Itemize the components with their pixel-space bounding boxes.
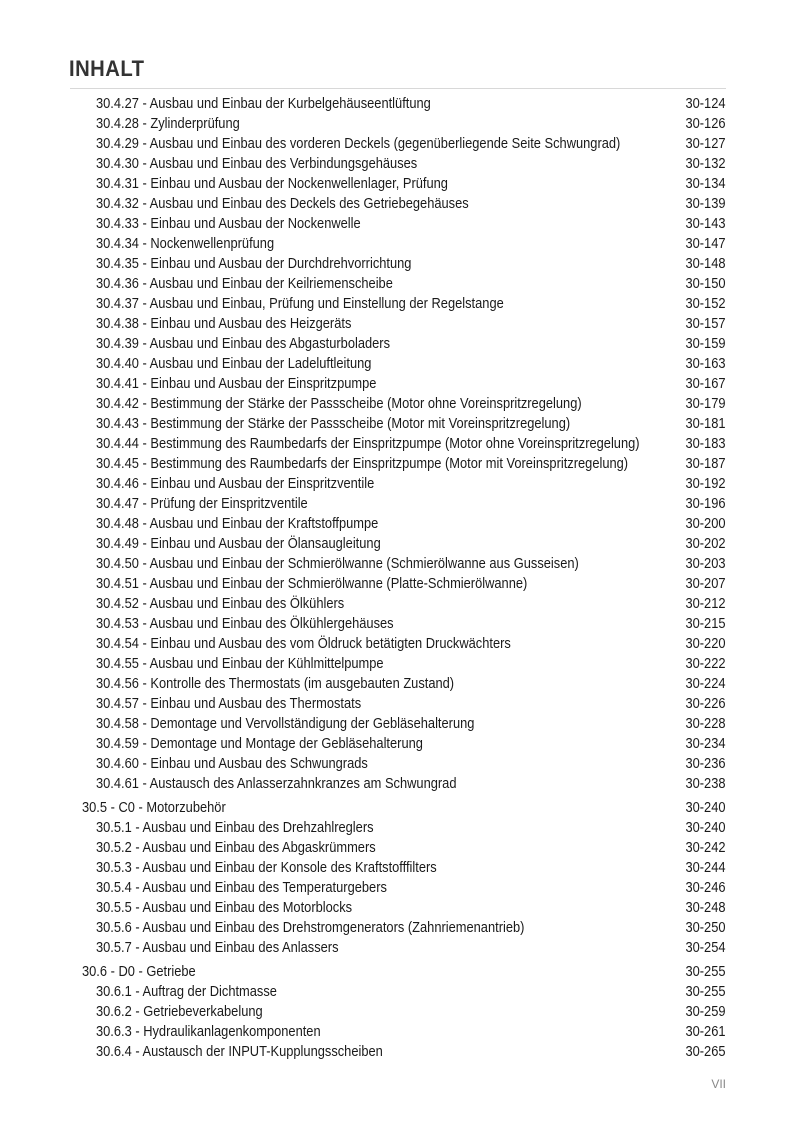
toc-entry[interactable] [0,614,794,634]
toc-entry-page: 30-200 [685,516,726,532]
toc-entry[interactable] [0,938,794,958]
toc-entry-page: 30-215 [685,616,726,632]
toc-entry-title: 30.5.4 - Ausbau und Einbau des Temperaturgebers [96,880,387,896]
toc-entry-title: 30.4.33 - Einbau und Ausbau der Nockenwelle [96,216,361,232]
toc-entry-page: 30-159 [685,336,726,352]
toc-entry-title: 30.4.58 - Demontage und Vervollständigung der Gebläsehalterung [96,716,475,732]
toc-entry-page: 30-150 [685,276,726,292]
toc-entry-title: 30.4.48 - Ausbau und Einbau der Kraftstoffpumpe [96,516,379,532]
toc-entry-title: 30.4.29 - Ausbau und Einbau des vorderen Deckels (gegenüberliegende Seite Schwungrad) [96,136,621,152]
toc-entry-title: 30.5.2 - Ausbau und Einbau des Abgaskrümmers [96,840,376,856]
toc-entry-page: 30-242 [685,840,726,856]
toc-entry[interactable] [0,114,794,134]
toc-entry[interactable] [0,774,794,794]
toc-entry-title: 30.5.6 - Ausbau und Einbau des Drehstromgenerators (Zahnriemenantrieb) [96,920,525,936]
toc-entry-title: 30.4.60 - Einbau und Ausbau des Schwungrads [96,756,368,772]
toc-entry-page: 30-224 [685,676,726,692]
toc-entry-page: 30-261 [685,1024,726,1040]
toc-entry-page: 30-134 [685,176,726,192]
toc-entry-page: 30-255 [685,964,726,980]
table-of-contents [0,94,794,1062]
toc-entry[interactable] [0,838,794,858]
toc-entry-title: 30.6.1 - Auftrag der Dichtmasse [96,984,277,1000]
toc-entry-page: 30-192 [685,476,726,492]
toc-entry-title: 30.4.35 - Einbau und Ausbau der Durchdrehvorrichtung [96,256,412,272]
toc-entry-title: 30.4.30 - Ausbau und Einbau des Verbindungsgehäuses [96,156,418,172]
toc-entry-page: 30-126 [685,116,726,132]
toc-entry-title: 30.4.54 - Einbau und Ausbau des vom Öldruck betätigten Druckwächters [96,636,511,652]
toc-entry-page: 30-196 [685,496,726,512]
toc-entry[interactable] [0,574,794,594]
toc-entry-title: 30.4.42 - Bestimmung der Stärke der Passscheibe (Motor ohne Voreinspritzregelung) [96,396,582,412]
toc-entry-page: 30-139 [685,196,726,212]
toc-entry-page: 30-179 [685,396,726,412]
toc-entry-page: 30-236 [685,756,726,772]
toc-entry[interactable] [0,294,794,314]
toc-entry[interactable] [0,1042,794,1062]
toc-entry-page: 30-143 [685,216,726,232]
toc-entry-page: 30-148 [685,256,726,272]
toc-entry-title: 30.4.37 - Ausbau und Einbau, Prüfung und Einstellung der Regelstange [96,296,504,312]
toc-entry[interactable] [0,734,794,754]
toc-entry-title: 30.4.41 - Einbau und Ausbau der Einspritzpumpe [96,376,377,392]
toc-entry-page: 30-207 [685,576,726,592]
toc-entry-title: 30.4.59 - Demontage und Montage der Gebläsehalterung [96,736,423,752]
toc-entry[interactable] [0,714,794,734]
toc-entry[interactable] [0,982,794,1002]
toc-entry-page: 30-265 [685,1044,726,1060]
toc-entry[interactable] [0,314,794,334]
toc-entry[interactable] [0,878,794,898]
toc-entry-title: 30.4.36 - Ausbau und Einbau der Keilriemenscheibe [96,276,393,292]
title-divider [70,88,726,89]
toc-entry-page: 30-124 [685,96,726,112]
toc-entry-title: 30.6.3 - Hydraulikanlagenkomponenten [96,1024,321,1040]
toc-entry-title: 30.4.34 - Nockenwellenprüfung [96,236,275,252]
toc-entry-title: 30.4.46 - Einbau und Ausbau der Einspritzventile [96,476,375,492]
toc-entry[interactable] [0,858,794,878]
toc-entry-title: 30.5.1 - Ausbau und Einbau des Drehzahlreglers [96,820,374,836]
toc-entry[interactable] [0,654,794,674]
toc-entry[interactable] [0,254,794,274]
toc-entry-title: 30.4.45 - Bestimmung des Raumbedarfs der Einspritzpumpe (Motor mit Voreinspritzregelung) [96,456,629,472]
toc-entry[interactable] [0,918,794,938]
toc-entry[interactable] [0,434,794,454]
toc-entry[interactable] [0,174,794,194]
toc-entry-title: 30.5 - C0 - Motorzubehör [82,800,226,816]
page-number: VII [711,1077,726,1091]
toc-entry-page: 30-240 [685,820,726,836]
toc-entry-page: 30-132 [685,156,726,172]
toc-entry-title: 30.4.55 - Ausbau und Einbau der Kühlmittelpumpe [96,656,384,672]
toc-entry-title: 30.4.44 - Bestimmung des Raumbedarfs der Einspritzpumpe (Motor ohne Voreinspritzregelung) [96,436,640,452]
toc-entry-title: 30.4.39 - Ausbau und Einbau des Abgasturboladers [96,336,391,352]
toc-entry-title: 30.4.57 - Einbau und Ausbau des Thermostats [96,696,362,712]
toc-entry-title: 30.4.53 - Ausbau und Einbau des Ölkühlergehäuses [96,616,394,632]
toc-entry-title: 30.4.27 - Ausbau und Einbau der Kurbelgehäuseentlüftung [96,96,431,112]
toc-entry[interactable] [0,214,794,234]
toc-entry-title: 30.4.31 - Einbau und Ausbau der Nockenwellenlager, Prüfung [96,176,448,192]
toc-entry-title: 30.4.32 - Ausbau und Einbau des Deckels des Getriebegehäuses [96,196,469,212]
toc-section-entry[interactable] [0,962,794,982]
toc-entry[interactable] [0,818,794,838]
toc-entry-page: 30-147 [685,236,726,252]
toc-entry-title: 30.4.47 - Prüfung der Einspritzventile [96,496,308,512]
toc-entry[interactable] [0,414,794,434]
toc-entry-page: 30-238 [685,776,726,792]
toc-entry-page: 30-240 [685,800,726,816]
toc-entry[interactable] [0,194,794,214]
toc-entry[interactable] [0,754,794,774]
toc-entry[interactable] [0,514,794,534]
toc-entry-title: 30.4.40 - Ausbau und Einbau der Ladeluftleitung [96,356,372,372]
toc-entry-page: 30-181 [685,416,726,432]
toc-entry-title: 30.5.5 - Ausbau und Einbau des Motorblocks [96,900,353,916]
toc-entry-page: 30-259 [685,1004,726,1020]
toc-entry[interactable] [0,154,794,174]
toc-entry-page: 30-152 [685,296,726,312]
toc-section-entry[interactable] [0,798,794,818]
toc-entry-page: 30-234 [685,736,726,752]
toc-entry-page: 30-127 [685,136,726,152]
toc-entry-title: 30.4.52 - Ausbau und Einbau des Ölkühlers [96,596,345,612]
toc-entry-title: 30.4.56 - Kontrolle des Thermostats (im ausgebauten Zustand) [96,676,455,692]
toc-entry-page: 30-228 [685,716,726,732]
toc-entry-page: 30-220 [685,636,726,652]
toc-entry[interactable] [0,554,794,574]
toc-entry-title: 30.4.49 - Einbau und Ausbau der Ölansaugleitung [96,536,381,552]
toc-entry[interactable] [0,534,794,554]
toc-entry-page: 30-254 [685,940,726,956]
toc-entry[interactable] [0,594,794,614]
toc-entry[interactable] [0,674,794,694]
toc-entry-title: 30.4.28 - Zylinderprüfung [96,116,240,132]
toc-entry[interactable] [0,274,794,294]
toc-entry-page: 30-157 [685,316,726,332]
toc-entry-title: 30.5.3 - Ausbau und Einbau der Konsole des Kraftstofffilters [96,860,437,876]
toc-entry[interactable] [0,334,794,354]
toc-entry-title: 30.4.38 - Einbau und Ausbau des Heizgeräts [96,316,352,332]
page-title: INHALT [69,56,145,81]
toc-entry-page: 30-246 [685,880,726,896]
toc-entry[interactable] [0,394,794,414]
toc-entry-page: 30-163 [685,356,726,372]
toc-entry[interactable] [0,694,794,714]
toc-entry-title: 30.4.61 - Austausch des Anlasserzahnkranzes am Schwungrad [96,776,457,792]
toc-entry[interactable] [0,1022,794,1042]
toc-entry-page: 30-244 [685,860,726,876]
toc-entry-title: 30.5.7 - Ausbau und Einbau des Anlassers [96,940,339,956]
toc-entry-title: 30.6.2 - Getriebeverkabelung [96,1004,263,1020]
toc-entry-page: 30-250 [685,920,726,936]
toc-entry[interactable] [0,94,794,114]
toc-entry-page: 30-255 [685,984,726,1000]
toc-entry-title: 30.4.43 - Bestimmung der Stärke der Passscheibe (Motor mit Voreinspritzregelung) [96,416,571,432]
toc-entry[interactable] [0,354,794,374]
toc-entry-title: 30.4.51 - Ausbau und Einbau der Schmierölwanne (Platte-Schmierölwanne) [96,576,528,592]
toc-entry[interactable] [0,134,794,154]
toc-entry-page: 30-187 [685,456,726,472]
toc-entry-page: 30-248 [685,900,726,916]
toc-entry[interactable] [0,234,794,254]
toc-entry-title: 30.6 - D0 - Getriebe [82,964,196,980]
toc-entry[interactable] [0,474,794,494]
toc-entry-page: 30-226 [685,696,726,712]
toc-entry-title: 30.4.50 - Ausbau und Einbau der Schmierölwanne (Schmierölwanne aus Gusseisen) [96,556,579,572]
toc-entry[interactable] [0,1002,794,1022]
toc-entry-page: 30-222 [685,656,726,672]
toc-entry[interactable] [0,634,794,654]
toc-entry-page: 30-212 [685,596,726,612]
toc-entry[interactable] [0,454,794,474]
toc-entry[interactable] [0,898,794,918]
toc-entry-title: 30.6.4 - Austausch der INPUT-Kupplungsscheiben [96,1044,383,1060]
toc-entry-page: 30-183 [685,436,726,452]
toc-entry-page: 30-202 [685,536,726,552]
toc-entry-page: 30-203 [685,556,726,572]
toc-entry[interactable] [0,494,794,514]
toc-entry[interactable] [0,374,794,394]
toc-entry-page: 30-167 [685,376,726,392]
